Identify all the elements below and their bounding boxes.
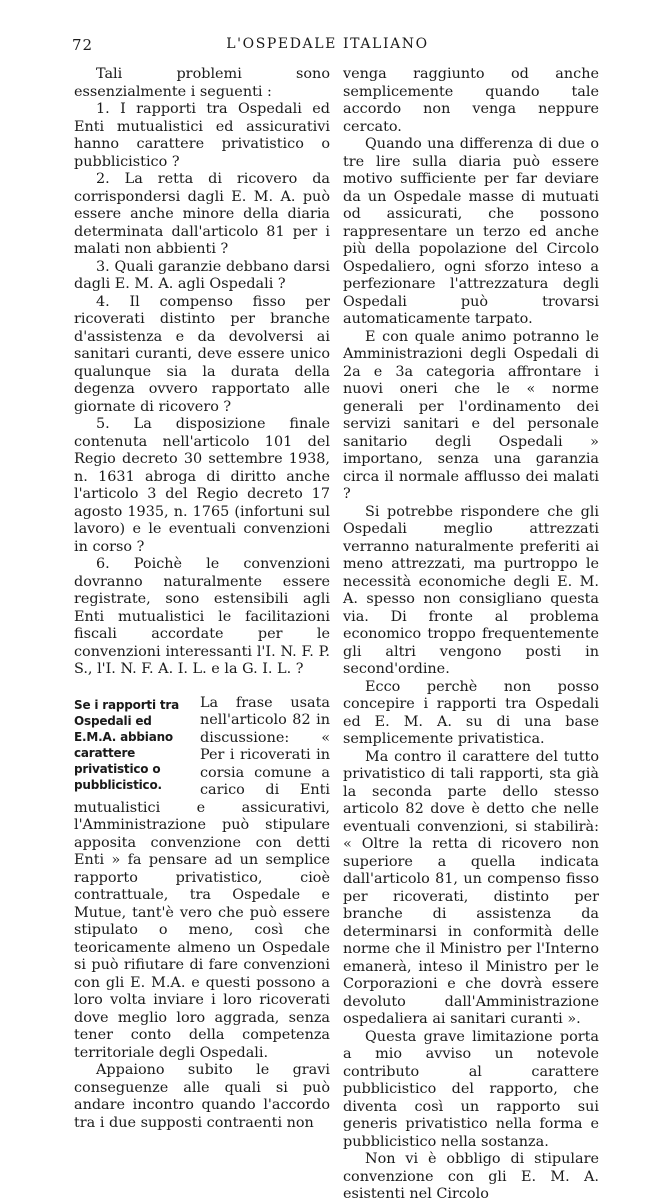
paragraph: venga raggiunto od anche semplicemente quando tale accordo non venga neppure cercato. [343,66,599,135]
paragraph: Quando una differenza di due o tre lire sulla diaria può essere motivo sufficiente per far deviare da un Ospedale masse di mutuati od assicurati, che possono rappresentare un terzo ed anche più della popolazione del Circolo Ospedaliero, ogni sforzo inteso a perfezionare l'attrezzatura degli Ospedali può trovarsi automaticamente tarpato. [343,136,599,327]
side-heading: Se i rapporti tra Ospedali ed E.M.A. abbiano carattere privatistico o pubblicistico. [74,697,179,792]
journal-title: L'OSPEDALE ITALIANO [226,36,429,52]
question-1: 1. I rapporti tra Ospedali ed Enti mutualistici ed assicurativi hanno carattere privatistico o pubblicistico ? [74,101,330,170]
paragraph: Ecco perchè non posso concepire i rapporti tra Ospedali ed E. M. A. su di una base semplicemente privatistica. [343,678,599,747]
paragraph: E con quale animo potranno le Amministrazioni degli Ospedali di 2a e 3a categoria affrontare i nuovi oneri che le « norme generali per l'ordinamento dei servizi sanitari e del personale sanitario degli Ospedali » importano, senza una garanzia circa il normale afflusso dei malati ? [343,328,599,502]
paragraph: La frase usata nell'articolo 82 in discussione: « Per i ricoverati in corsia comune a carico di Enti mutualistici e assicurativi, l'Amministrazione può stipulare apposita convenzione con detti Enti » fa pensare ad un semplice rapporto privatistico, cioè contrattuale, tra Ospedale e Mutue, tant'è vero che può essere stipulato o meno, così che teoricamente almeno un Ospedale si può rifiutare di fare convenzioni con gli E. M.A. e questi possono a loro volta inviare i loro ricoverati dove meglio loro aggrada, senza tener conto della competenza territoriale degli Ospedali. [74,694,330,1061]
running-head [0,36,655,56]
paragraph: Questa grave limitazione porta a mio avviso un notevole contributo al carattere pubblicistico del rapporto, che diventa così un rapporto sui generis privatistico nella forma e pubblicistico nella sostanza. [343,1028,599,1150]
question-3: 3. Quali garanzie debbano darsi dagli E. M. A. agli Ospedali ? [74,258,330,292]
paragraph: Tali problemi sono essenzialmente i seguenti : [74,66,330,100]
left-column [74,66,330,1132]
paragraph: Ma contro il carattere del tutto privatistico di tali rapporti, sta già la seconda parte dello stesso articolo 82 dove è detto che nelle eventuali convenzioni, si stabilirà: « Oltre la retta di ricovero non superiore a quella indicata dall'articolo 81, un compenso fisso per ricoverati, distinto per branche di assistenza da determinarsi in conformità delle norme che il Ministro per l'Interno emanerà, inteso il Ministro per le Corporazioni e che dovrà essere devoluto dall'Amministrazione ospedaliera ai sanitari curanti ». [343,748,599,1027]
page-number: 72 [72,36,94,54]
question-5: 5. La disposizione finale contenuta nell'articolo 101 del Regio decreto 30 settembre 1938, n. 1631 abroga di diritto anche l'articolo 3 del Regio decreto 17 agosto 1935, n. 1765 (infortuni sul lavoro) e le eventuali convenzioni in corso ? [74,416,330,555]
section [74,695,330,1063]
paragraph: Appaiono subito le gravi conseguenze alle quali si può andare incontro quando l'accordo tra i due supposti contraenti non [74,1062,330,1131]
question-6: 6. Poichè le convenzioni dovranno naturalmente essere registrate, sono estensibili agli Enti mutualistici le facilitazioni fiscali accordate per le convenzioni interessanti l'I. N. F. P. S., l'I. N. F. A. I. L. e la G. I. L. ? [74,556,330,677]
question-2: 2. La retta di ricovero da corrispondersi dagli E. M. A. può essere anche minore della diaria determinata dall'articolo 81 per i malati non abbienti ? [74,171,330,257]
right-column [343,66,599,1204]
question-4: 4. Il compenso fisso per ricoverati distinto per branche d'assistenza e da devolversi ai sanitari curanti, deve essere unico qualunque sia la durata della degenza ovvero rapportato alle giornate di ricovero ? [74,293,330,415]
paragraph: Non vi è obbligo di stipulare convenzione con gli E. M. A. esistenti nel Circolo [343,1151,599,1202]
paragraph: Si potrebbe rispondere che gli Ospedali meglio attrezzati verranno naturalmente preferiti ai meno attrezzati, ma purtroppo le necessità economiche degli E. M. A. spesso non consigliano questa via. Di fronte al problema economico troppo frequentemente gli altri vengono posti in second'ordine. [343,503,599,677]
